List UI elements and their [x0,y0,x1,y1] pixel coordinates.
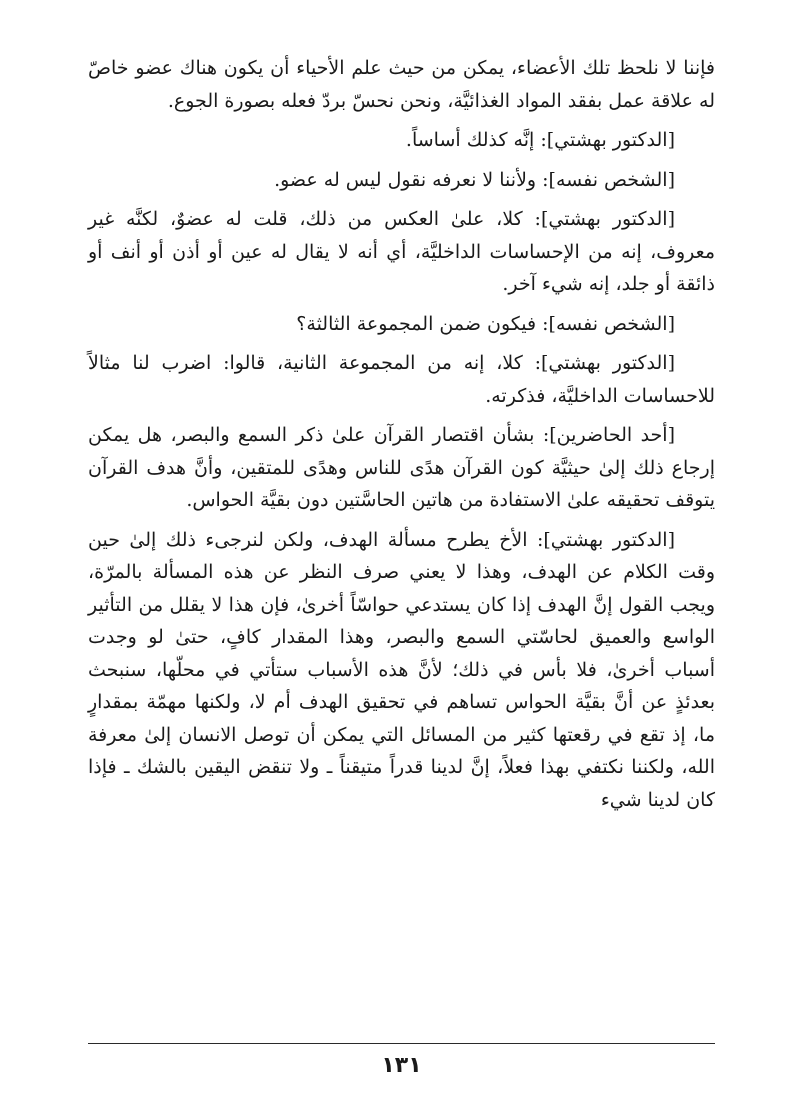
paragraph-attendee: [أحد الحاضرين]: بشأن اقتصار القرآن علىٰ ذكر السمع والبصر، هل يمكن إرجاع ذلك إلىٰ حيثيَّة كون القرآن هدًى للناس وهدًى للمتقين، وأنَّ هدف القرآن يتوقف تحقيقه علىٰ الاستفادة من هاتين الحاسَّتين دون بقيَّة الحواس. [88,424,715,511]
paragraph-beheshti-4: [الدكتور بهشتي]: الأخ يطرح مسألة الهدف، ولكن لنرجىء ذلك إلىٰ حين وقت الكلام عن الهدف، وهذا لا يعني صرف النظر عن هذه المسألة بالمرّة، ويجب القول إنَّ الهدف إذا كان يستدعي حواسّاً أخرىٰ، فإن هذا لا يقلل من التأثير الواسع والعميق لحاسّتي السمع والبصر، وهذا المقدار كافٍ، حتىٰ لو وجدت أسباب أخرىٰ، فلا بأس في ذلك؛ لأنَّ هذه الأسباب ستأتي في محلّها، سنبحث بعدئذٍ عن أنَّ بقيَّة الحواس تساهم في تحقيق الهدف أم لا، ولكنها مهمّة بمقدارٍ ما، إذ تقع في رقعتها كثير من المسائل التي يمكن أن توصل الانسان إلىٰ معرفة الله، ولكننا نكتفي بهذا فعلاً، إنَّ لدينا قدراً متيقناً ـ ولا تنقض اليقين بالشك ـ فإذا كان لدينا شيء [88,528,715,811]
paragraph-beheshti-3: [الدكتور بهشتي]: كلا، إنه من المجموعة الثانية، قالوا: اضرب لنا مثالاً للاحساسات الداخليَّة، فذكرته. [88,352,715,407]
page-number: ١٣١ [381,1053,422,1078]
paragraph-beheshti-1: [الدكتور بهشتي]: إنَّه كذلك أساساً. [405,129,675,151]
paragraph-person-2: [الشخص نفسه]: فيكون ضمن المجموعة الثالثة؟ [296,312,675,335]
footer-divider [88,1043,715,1044]
paragraph-beheshti-2: [الدكتور بهشتي]: كلا، علىٰ العكس من ذلك، قلت له عضوٌ، لكنَّه غير معروف، إنه من الإحساسات الداخليَّة، أي أنه لا يقال له عين أو أذن أو أنف أو ذائقة أو جلد، إنه شيء آخر. [88,208,715,295]
paragraph-continuation: فإننا لا نلحظ تلك الأعضاء، يمكن من حيث علم الأحياء أن يكون هناك عضو خاصّ له علاقة عمل بفقد المواد الغذائيَّة، ونحن نحسّ بردّ فعله بصورة الجوع. [88,57,715,112]
page-body [88,52,715,823]
paragraph-person-1: [الشخص نفسه]: ولأننا لا نعرفه نقول ليس له عضو. [274,168,675,191]
